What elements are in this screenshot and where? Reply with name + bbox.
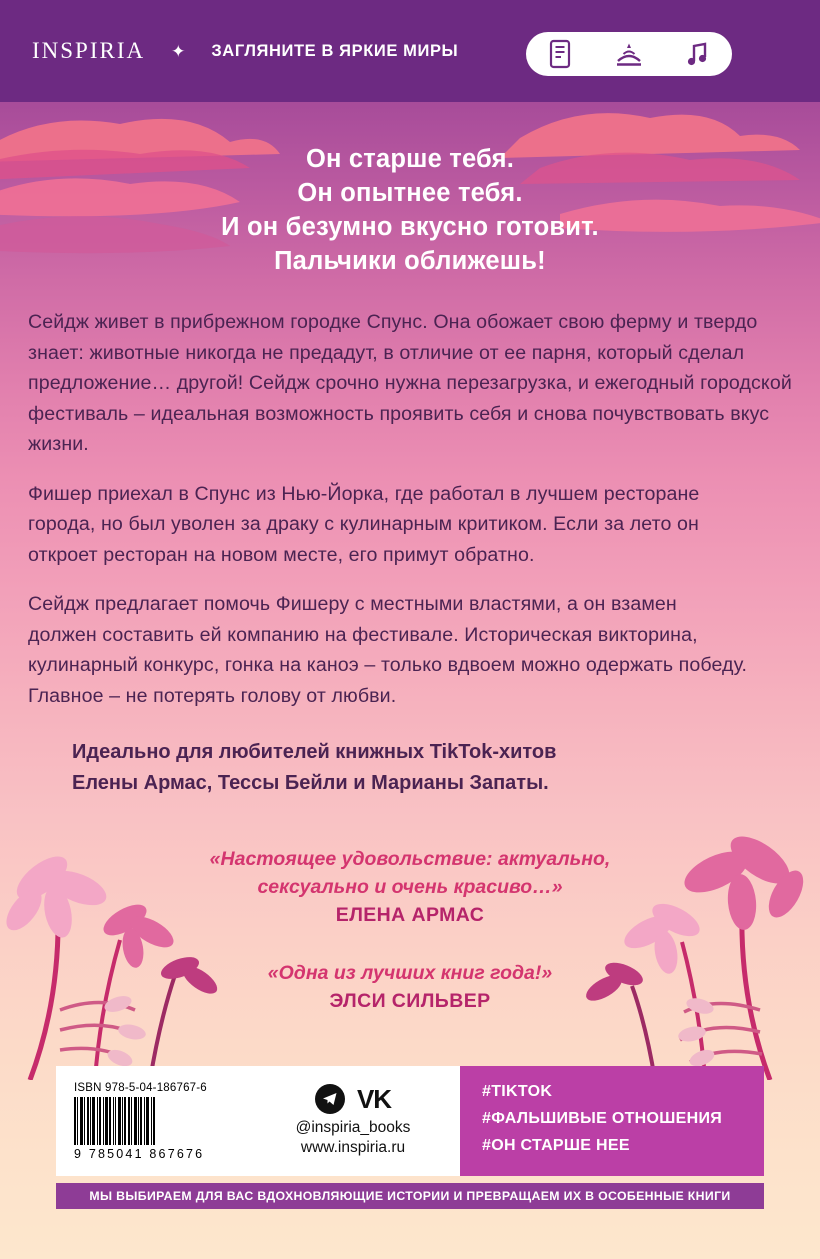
blurb-paragraph-1: Сейдж живет в прибрежном городке Спунс. Она обожает свою ферму и твердо знает: животные никогда не предадут, в отличие от ее парня, который сделал предложение… другой! Сейдж срочно нужна перезагрузка, и ежегодный городской фестиваль – идеальная возможность проявить себя и снова почувствовать вкус жизни. [28,311,792,455]
website-url: www.inspiria.ru [300,1139,406,1156]
quote-block-1 [0,845,820,929]
headline-line-2: Он опытнее тебя. [297,179,523,207]
audience-claim-line-1: Идеально для любителей книжных TikTok-хитов [72,741,557,763]
hashtag-panel [460,1066,764,1176]
headline [0,142,820,278]
sparkle-icon: ✦ [171,41,186,61]
audience-claim-line-2: Елены Армас, Тессы Бейли и Марианы Запаты. [72,772,549,794]
quote-1-author: ЕЛЕНА АРМАС [335,904,485,926]
headline-line-4: Пальчики оближешь! [274,247,546,275]
hashtag-3: #ОН СТАРШЕ НЕЕ [482,1137,630,1154]
blurb-paragraph-3: Сейдж предлагает помочь Фишеру с местными властями, а он взамен должен составить ей компанию на фестивале. Историческая викторина, кулинарный конкурс, гонка на каноэ – только вдвоем можно одержать победу. Главное – не потерять голову от любви. [28,593,748,707]
isbn-number: ISBN 978-5-04-186767-6 [74,1081,207,1094]
publisher-slogan: МЫ ВЫБИРАЕМ ДЛЯ ВАС ВДОХНОВЛЯЮЩИЕ ИСТОРИИ И ПРЕВРАЩАЕМ ИХ В ОСОБЕННЫЕ КНИГИ [89,1189,731,1203]
publisher-tagline: ЗАГЛЯНИТЕ В ЯРКИЕ МИРЫ [211,41,459,60]
barcode [74,1097,256,1145]
headline-line-1: Он старше тебя. [306,145,514,173]
format-badges-pill [526,32,732,76]
vk-icon[interactable]: VK [356,1084,392,1114]
hashtag-2: #ФАЛЬШИВЫЕ ОТНОШЕНИЯ [482,1110,723,1127]
quote-1-line-1: «Настоящее удовольствие: актуально, [209,848,611,870]
quote-2-author: ЭЛСИ СИЛЬВЕР [329,990,491,1012]
isbn-block [56,1082,256,1161]
telegram-icon[interactable] [315,1084,345,1114]
footer-left-panel [56,1066,460,1176]
social-icons [256,1084,450,1114]
publisher-logo: INSPIRIA [32,38,146,63]
blurb [28,307,796,799]
barcode-digits: 9 785041 867676 [74,1146,205,1161]
quote-2-line-1: «Одна из лучших книг года!» [267,962,553,984]
hashtag-1: #TIKTOK [482,1083,553,1100]
footer [56,1066,764,1176]
review-quotes [0,845,820,1015]
publisher-header-bar [0,0,820,102]
headline-line-3: И он безумно вкусно готовит. [221,213,599,241]
publisher-slogan-strip [56,1183,764,1209]
blurb-paragraph-2: Фишер приехал в Спунс из Нью-Йорка, где работал в лучшем ресторане города, но был уволен за драку с кулинарным критиком. Если за лето он откроет ресторан на новом месте, его примут обратно. [28,482,700,566]
social-handle: @inspiria_books [295,1119,411,1136]
quote-block-2 [0,959,820,1015]
audiobook-icon [614,39,644,69]
social-block [256,1084,460,1158]
ebook-icon [547,39,573,69]
music-note-icon [685,39,711,69]
quote-1-line-2: сексуально и очень красиво…» [257,876,563,898]
